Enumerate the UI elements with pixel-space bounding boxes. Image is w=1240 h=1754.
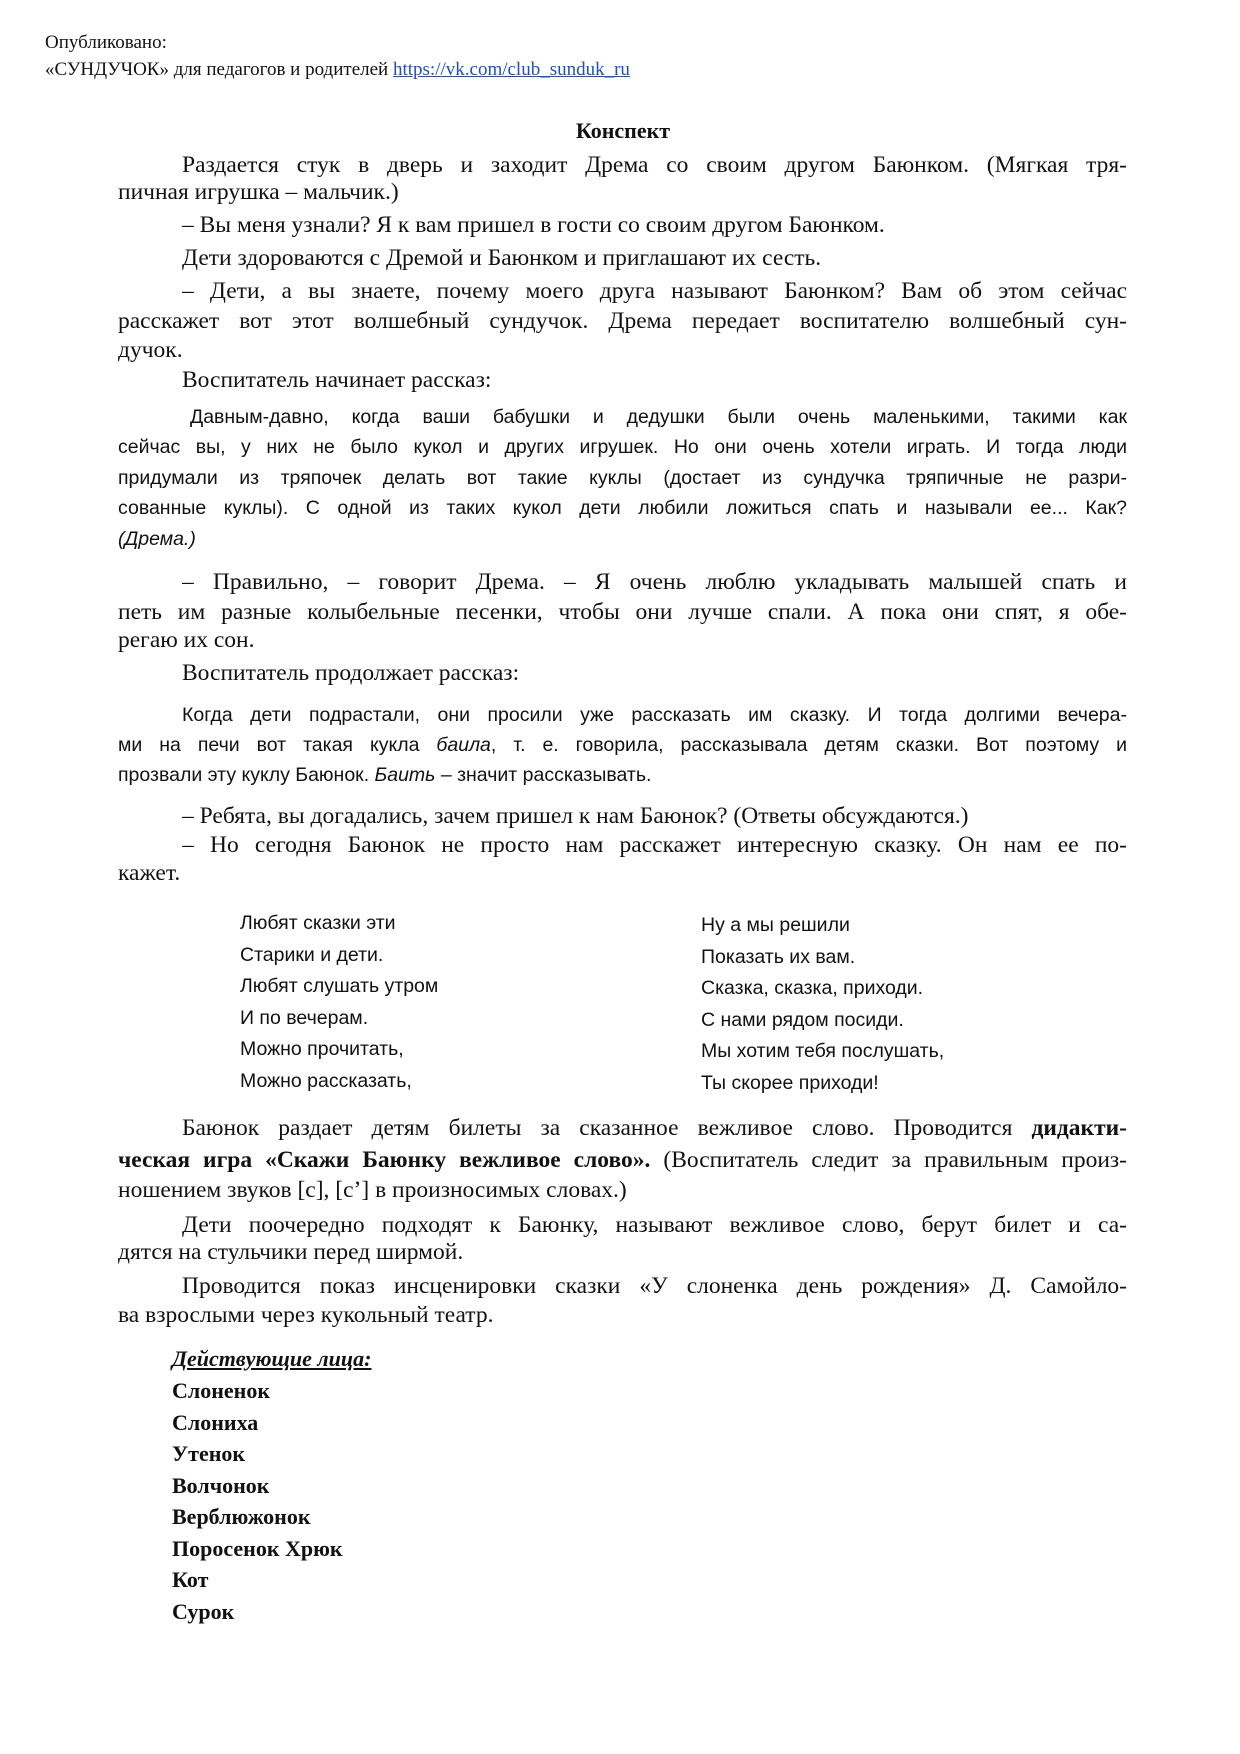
cast-heading: Действующие лица: xyxy=(172,1346,372,1371)
cast-item: Слониха xyxy=(172,1409,259,1435)
text-line: Дети здороваются с Дремой и Баюнком и приглашают их сесть. xyxy=(182,245,822,271)
text-line xyxy=(118,525,1127,553)
text-line: дучок. xyxy=(118,337,183,363)
text-line: сованные куклы). С одной из таких кукол дети любили ложиться спать и называли ее... Как? xyxy=(118,497,1127,519)
vk-group-link[interactable]: https://vk.com/club_sunduk_ru xyxy=(392,59,630,80)
published-label: Опубликовано: xyxy=(45,32,167,53)
bold-text: ческая игра «Скажи Баюнку вежливое слово». xyxy=(118,1147,651,1173)
poem-line: С нами рядом посиди. xyxy=(701,1008,904,1031)
text-line: Давным-давно, когда ваши бабушки и дедушки были очень маленькими, такими как xyxy=(190,406,1127,428)
text-line xyxy=(118,761,1127,789)
cast-item: Волчонок xyxy=(172,1472,270,1498)
poem-line: Ты скорее приходи! xyxy=(701,1071,879,1094)
text-line: Воспитатель продолжает рассказ: xyxy=(182,660,520,686)
poem-line: Можно рассказать, xyxy=(240,1069,412,1092)
poem-line: Старики и дети. xyxy=(240,943,384,966)
poem-line: Любят сказки эти xyxy=(240,912,396,934)
poem-line: Сказка, сказка, приходи. xyxy=(701,977,924,1000)
poem-right-column xyxy=(701,910,944,1100)
cast-item: Слоненок xyxy=(172,1378,271,1403)
publisher-text: «СУНДУЧОК» для педагогов и родителей xyxy=(45,59,389,80)
cast-item: Кот xyxy=(172,1567,209,1592)
text-line: – Вы меня узнали? Я к вам пришел в гости со своим другом Баюнком. xyxy=(182,212,885,238)
poem-line: Можно прочитать, xyxy=(240,1038,404,1061)
text-line: сейчас вы, у них не было кукол и других игрушек. Но они очень хотели играть. И тогда люди xyxy=(118,436,1127,458)
poem-line: Показать их вам. xyxy=(701,945,856,968)
bold-text: дидакти- xyxy=(1031,1115,1127,1141)
text-line: расскажет вот этот волшебный сундучок. Дрема передает воспитателю волшебный сун- xyxy=(118,308,1127,334)
cast-item: Поросенок Хрюк xyxy=(172,1535,343,1561)
italic-text: (Дрема.) xyxy=(118,528,196,550)
text-line: – Но сегодня Баюнок не просто нам расскажет интересную сказку. Он нам ее по- xyxy=(182,832,1127,858)
text-line: Когда дети подрастали, они просили уже рассказать им сказку. И тогда долгими вечера- xyxy=(182,704,1127,726)
text-line: – Дети, а вы знаете, почему моего друга называют Баюнком? Вам об этом сейчас xyxy=(182,278,1127,304)
poem-line: Мы хотим тебя послушать, xyxy=(701,1040,945,1063)
poem-line: Ну а мы решили xyxy=(701,914,850,936)
text-line: петь им разные колыбельные песенки, чтобы они лучше спали. А пока они спят, я обе- xyxy=(118,599,1127,625)
italic-text: баила xyxy=(436,734,491,756)
text-segment: Баюнок раздает детям билеты за сказанное вежливое слово. Проводится xyxy=(182,1115,1032,1141)
text-line: ношением звуков [с], [с’] в произносимых словах.) xyxy=(118,1177,627,1203)
text-line xyxy=(182,1114,1127,1142)
cast-item: Утенок xyxy=(172,1441,246,1466)
text-line xyxy=(118,1146,1127,1174)
italic-text: Баить xyxy=(374,764,436,786)
text-line: придумали из тряпочек делать вот такие куклы (достает из сундучка тряпичные не разри- xyxy=(118,467,1127,489)
text-line: пичная игрушка – мальчик.) xyxy=(118,179,399,205)
text-segment: прозвали эту куклу Баюнок. xyxy=(118,764,375,786)
document-title: Конспект xyxy=(575,118,671,143)
poem-left-column xyxy=(240,908,438,1098)
text-segment: (Воспитатель следит за правильным произ- xyxy=(650,1147,1127,1173)
text-line: ва взрослыми через кукольный театр. xyxy=(118,1302,494,1328)
text-line: Дети поочередно подходят к Баюнку, называют вежливое слово, берут билет и са- xyxy=(182,1212,1127,1238)
text-segment: ми на печи вот такая кукла xyxy=(118,734,437,756)
text-line: Проводится показ инсценировки сказки «У слоненка день рождения» Д. Самойло- xyxy=(182,1273,1127,1299)
cast-item: Сурок xyxy=(172,1598,235,1624)
poem-line: И по вечерам. xyxy=(240,1006,369,1029)
text-line: кажет. xyxy=(118,860,181,886)
text-line: дятся на стульчики перед ширмой. xyxy=(118,1239,464,1265)
publisher-line xyxy=(45,59,630,81)
text-segment: – значит рассказывать. xyxy=(435,764,652,786)
poem-line: Любят слушать утром xyxy=(240,975,439,998)
text-line: Раздается стук в дверь и заходит Дрема со своим другом Баюнком. (Мягкая тря- xyxy=(182,152,1127,178)
text-segment: , т. е. говорила, рассказывала детям сказки. Вот поэтому и xyxy=(490,734,1127,756)
text-line: – Ребята, вы догадались, зачем пришел к нам Баюнок? (Ответы обсуждаются.) xyxy=(182,803,969,829)
text-line: – Правильно, – говорит Дрема. – Я очень люблю укладывать малышей спать и xyxy=(182,569,1127,595)
text-line: регаю их сон. xyxy=(118,627,255,653)
cast-item: Верблюжонок xyxy=(172,1504,311,1529)
text-line: Воспитатель начинает рассказ: xyxy=(182,367,492,393)
text-line xyxy=(118,731,1127,759)
